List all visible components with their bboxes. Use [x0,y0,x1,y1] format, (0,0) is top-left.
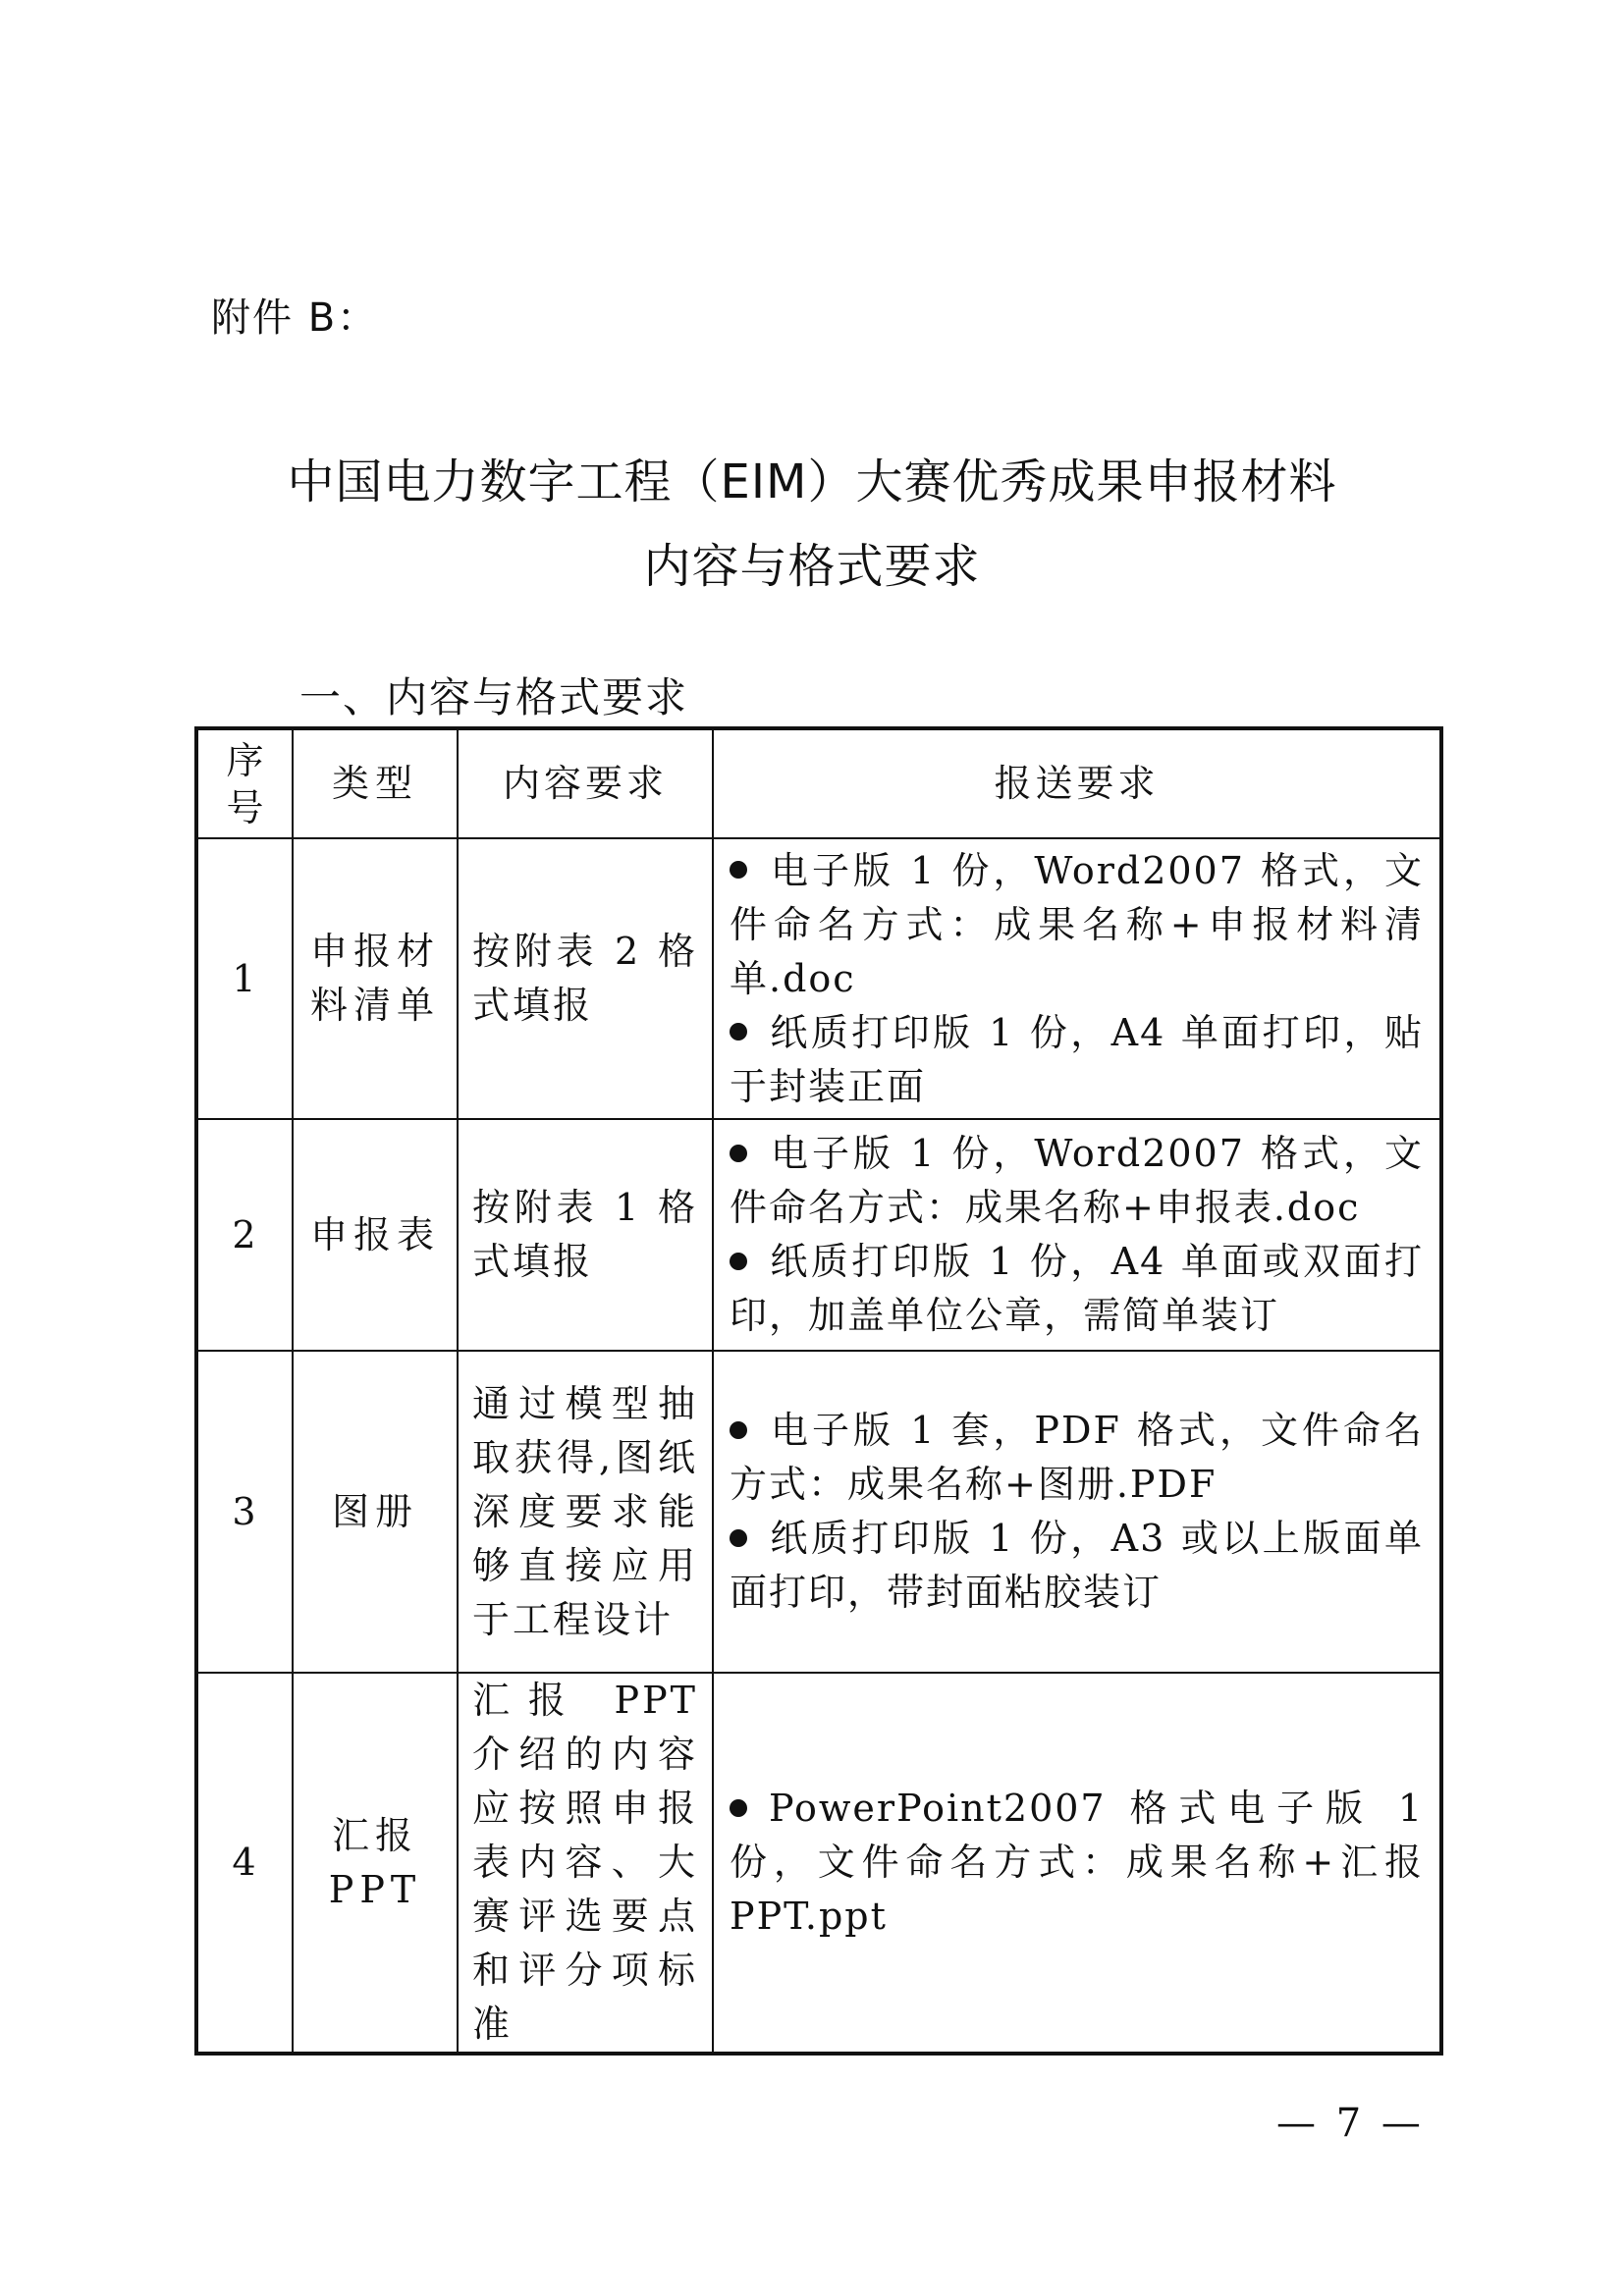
table-header-row [196,728,1441,838]
row-no: 3 [196,1351,293,1673]
submission-item: 纸质打印版 1 份，A4 单面打印，贴于封装正面 [730,1010,1424,1108]
header-submission: 报送要求 [713,728,1441,838]
row-submission [713,1119,1441,1351]
table-row [196,838,1441,1119]
bullet-dot-icon [730,1421,747,1439]
submission-item: 纸质打印版 1 份，A3 或以上版面单面打印，带封面粘胶装订 [730,1517,1424,1614]
row-type: 汇报 PPT [293,1673,458,2054]
row-no: 2 [196,1119,293,1351]
row-submission [713,1351,1441,1673]
row-submission [713,838,1441,1119]
attachment-label: 附件 B： [211,295,379,341]
bullet-dot-icon [730,861,747,879]
row-content: 汇报 PPT 介绍的内容应按照申报表内容、大赛评选要点和评分项标准 [458,1673,713,2054]
title-line-1: 中国电力数字工程（EIM）大赛优秀成果申报材料 [287,454,1337,509]
row-content: 通过模型抽取获得,图纸深度要求能够直接应用于工程设计 [458,1351,713,1673]
bullet-dot-icon [730,1529,747,1547]
row-type: 图册 [293,1351,458,1673]
bullet-dot-icon [730,1799,747,1817]
document-title [0,440,1624,609]
submission-item: 纸质打印版 1 份，A4 单面或双面打印，加盖单位公章，需简单装订 [730,1240,1424,1337]
row-content: 按附表 2 格式填报 [458,838,713,1119]
submission-item: 电子版 1 份，Word2007 格式，文件命名方式：成果名称+申报表.doc [730,1132,1424,1229]
submission-item: 电子版 1 份，Word2007 格式，文件命名方式：成果名称+申报材料清单.doc [730,848,1424,1000]
row-no: 1 [196,838,293,1119]
section-heading: 一、内容与格式要求 [299,673,689,721]
header-content: 内容要求 [458,728,713,838]
row-type: 申报表 [293,1119,458,1351]
bullet-dot-icon [730,1253,747,1270]
submission-item: PowerPoint2007 格式电子版 1 份，文件命名方式：成果名称+汇报 PPT.ppt [730,1787,1424,1938]
table-row [196,1119,1441,1351]
header-no: 序 号 [196,728,293,838]
row-no: 4 [196,1673,293,2054]
page-number: — 7 — [1276,2101,1425,2146]
header-type: 类型 [293,728,458,838]
row-type: 申报材料清单 [293,838,458,1119]
table-row [196,1351,1441,1673]
requirements-table [194,726,1443,2056]
title-line-2: 内容与格式要求 [643,539,981,594]
row-content: 按附表 1 格式填报 [458,1119,713,1351]
table-row [196,1673,1441,2054]
row-submission [713,1673,1441,2054]
bullet-dot-icon [730,1145,747,1162]
bullet-dot-icon [730,1023,747,1041]
submission-item: 电子版 1 套，PDF 格式，文件命名方式：成果名称+图册.PDF [730,1409,1424,1506]
